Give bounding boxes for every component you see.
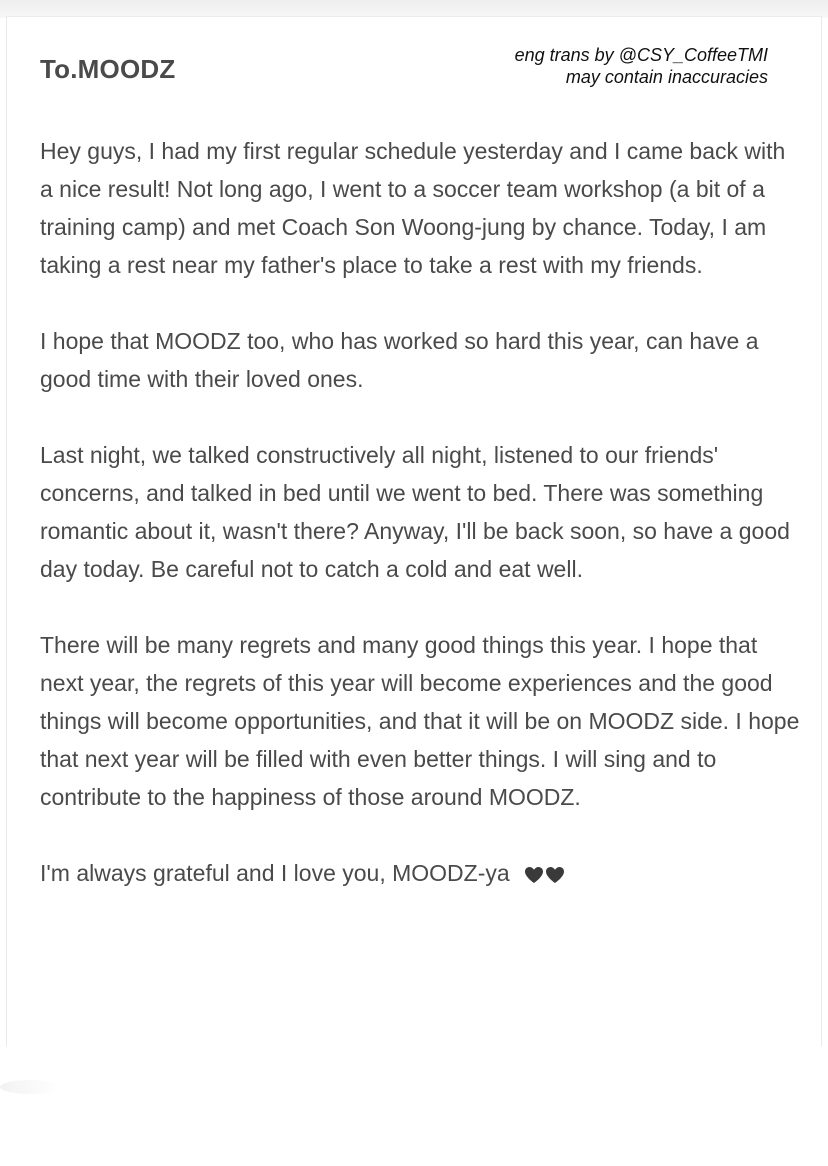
heart-icon: [545, 866, 565, 884]
paragraph-4: There will be many regrets and many good things this year. I hope that next year, the regrets of this year will become experiences and the good things will become opportunities, and that it will be on MOODZ side. I hope that next year will be filled with even better things. I will sing and to contribute to the happiness of those around MOODZ.: [40, 632, 800, 810]
closing-paragraph: [40, 854, 800, 892]
translation-credit: [515, 44, 768, 88]
bottom-smudge: [0, 1080, 60, 1094]
credit-line: eng trans by @CSY_CoffeeTMI: [514, 45, 768, 65]
credit-disclaimer: may contain inaccuracies: [565, 67, 768, 87]
letter-body: [40, 132, 800, 930]
paragraph-3: Last night, we talked constructively all night, listened to our friends' concerns, and talked in bed until we went to bed. There was something romantic about it, wasn't there? Anyway, I'll be back soon, so have a good day today. Be careful not to catch a cold and eat well.: [40, 442, 790, 582]
hearts: [524, 854, 566, 892]
paragraph-1: Hey guys, I had my first regular schedule yesterday and I came back with a nice result! Not long ago, I went to a soccer team workshop (a bit of a training camp) and met Coach Son Woong-jung by chance. Today, I am taking a rest near my father's place to take a rest with my friends.: [40, 138, 786, 278]
bottom-blank-area: [0, 1046, 828, 1166]
closing-line: I'm always grateful and I love you, MOODZ-ya: [40, 860, 510, 886]
paragraph-2: I hope that MOODZ too, who has worked so hard this year, can have a good time with their loved ones.: [40, 328, 759, 392]
heart-icon: [524, 866, 544, 884]
letter-title: To.MOODZ: [40, 54, 176, 84]
